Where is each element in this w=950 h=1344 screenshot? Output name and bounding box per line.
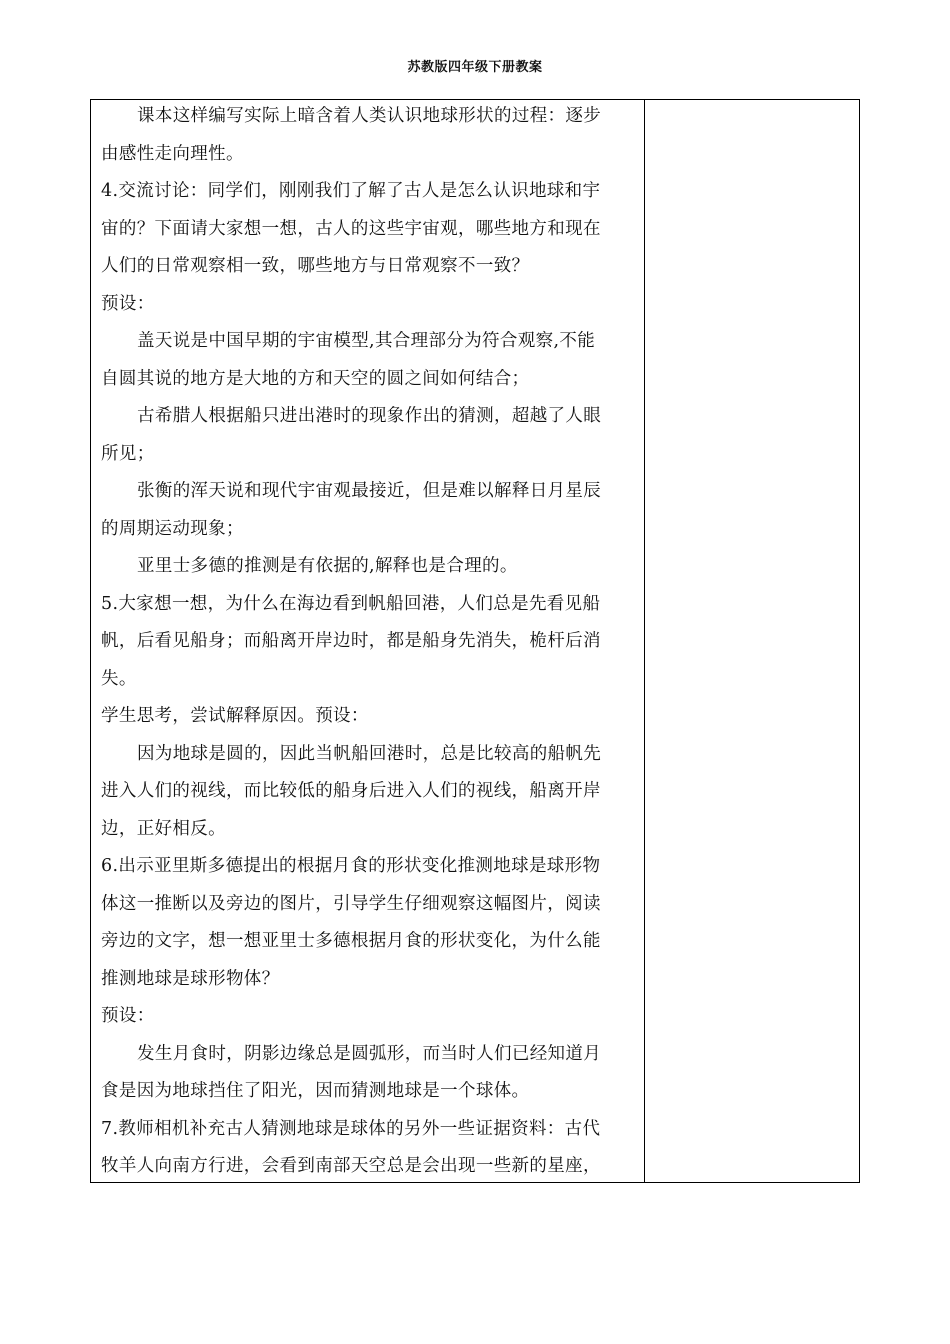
content-line: 发生月食时，阴影边缘总是圆弧形，而当时人们已经知道月 (137, 1043, 602, 1064)
content-line: 4.交流讨论：同学们，刚刚我们了解了古人是怎么认识地球和宇 (101, 181, 601, 201)
content-line: 边，正好相反。 (101, 818, 226, 839)
content-line: 5.大家想一想，为什么在海边看到帆船回港，人们总是先看见船 (101, 593, 601, 614)
content-line: 学生思考，尝试解释原因。预设： (101, 706, 369, 726)
content-line: 失。 (101, 668, 137, 689)
content-line: 盖天说是中国早期的宇宙模型,其合理部分为符合观察,不能 (137, 331, 596, 351)
content-line: 张衡的浑天说和现代宇宙观最接近，但是难以解释日月星辰 (137, 481, 602, 501)
content-line: 7.教师相机补充古人猜测地球是球体的另外一些证据资料：古代 (101, 1118, 601, 1139)
content-line: 预设： (101, 1006, 155, 1026)
content-line: 预设： (101, 293, 155, 314)
notes-cell (645, 100, 859, 1182)
content-line: 体这一推断以及旁边的图片，引导学生仔细观察这幅图片，阅读 (101, 893, 601, 914)
lesson-plan-table (90, 99, 860, 1183)
content-line: 的周期运动现象； (101, 518, 244, 539)
content-line: 食是因为地球挡住了阳光，因而猜测地球是一个球体。 (101, 1081, 530, 1101)
content-line: 自圆其说的地方是大地的方和天空的圆之间如何结合； (101, 368, 530, 389)
content-line: 由感性走向理性。 (101, 143, 244, 164)
page-header-title: 苏教版四年级下册教案 (407, 60, 543, 75)
content-line: 6.出示亚里斯多德提出的根据月食的形状变化推测地球是球形物 (101, 856, 601, 876)
content-line: 亚里士多德的推测是有依据的,解释也是合理的。 (137, 556, 518, 576)
content-line: 牧羊人向南方行进，会看到南部天空总是会出现一些新的星座， (101, 1156, 601, 1176)
content-line: 旁边的文字，想一想亚里士多德根据月食的形状变化，为什么能 (101, 931, 601, 951)
content-line: 所见； (101, 443, 155, 464)
content-line: 因为地球是圆的，因此当帆船回港时，总是比较高的船帆先 (137, 743, 602, 764)
content-line: 推测地球是球形物体？ (101, 968, 280, 989)
content-line: 古希腊人根据船只进出港时的现象作出的猜测，超越了人眼 (137, 406, 602, 426)
content-line: 宙的？下面请大家想一想，古人的这些宇宙观，哪些地方和现在 (101, 218, 601, 239)
content-line: 帆，后看见船身；而船离开岸边时，都是船身先消失，桅杆后消 (101, 631, 601, 651)
content-line: 人们的日常观察相一致，哪些地方与日常观察不一致？ (101, 256, 530, 276)
content-line: 进入人们的视线，而比较低的船身后进入人们的视线，船离开岸 (101, 781, 601, 801)
content-line: 课本这样编写实际上暗含着人类认识地球形状的过程：逐步 (137, 106, 602, 126)
lesson-content-cell (91, 100, 645, 1182)
